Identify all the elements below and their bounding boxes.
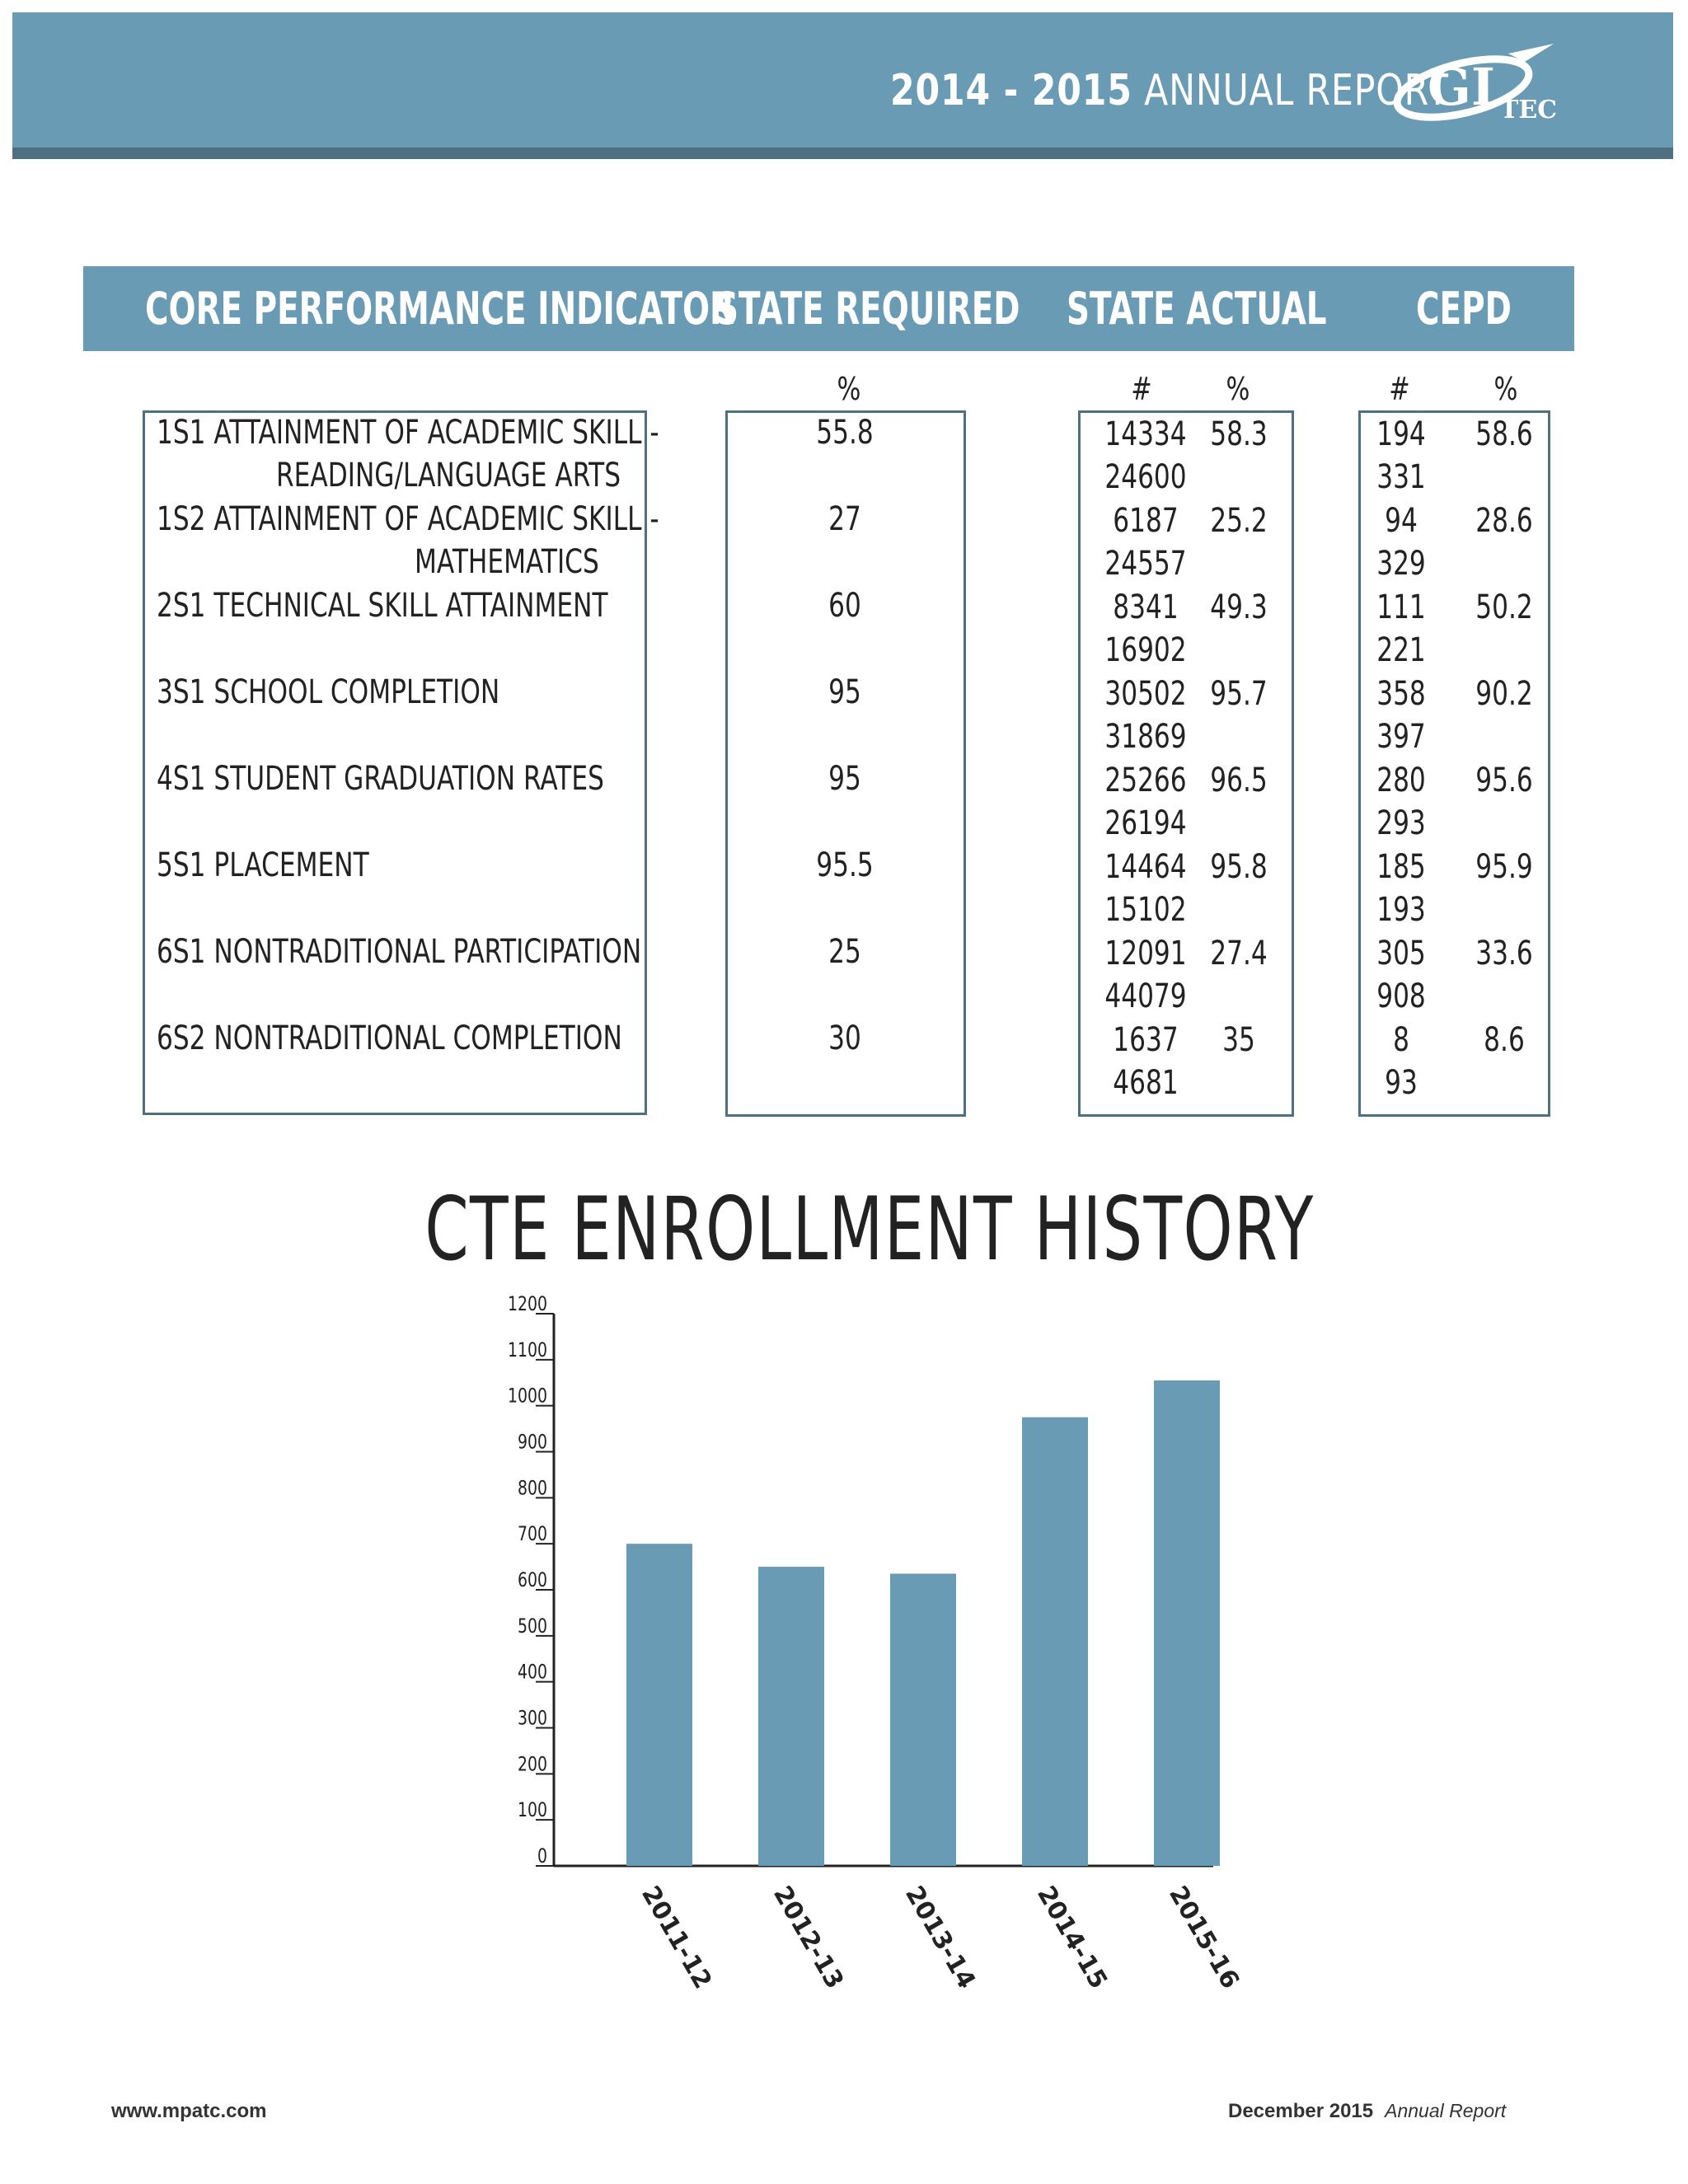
x-category-label: 2014-15: [1031, 1881, 1114, 1994]
x-category-label: 2013-14: [899, 1881, 982, 1994]
bar-2011-12: [626, 1544, 692, 1866]
cepd-den: 908: [1376, 977, 1426, 1015]
state-required-value: 95: [828, 673, 861, 711]
cepd-pct: 50.2: [1475, 588, 1533, 626]
y-tick-label: 1100: [508, 1338, 547, 1361]
x-category-label: 2015-16: [1163, 1881, 1245, 1994]
state-required-value: 27: [828, 500, 861, 538]
subheader-cepd-pct: %: [1493, 371, 1518, 407]
subheader-required-pct: %: [837, 371, 861, 407]
state-actual-num: 12091: [1104, 935, 1187, 972]
report-title-text: ANNUAL REPORT: [1144, 66, 1449, 115]
footer-report-label: Annual Report: [1385, 2100, 1507, 2121]
subheader-actual-pct: %: [1226, 371, 1250, 407]
header-banner: [12, 12, 1673, 159]
y-tick-label: 900: [518, 1430, 547, 1454]
chart-title: CTE ENROLLMENT HISTORY: [424, 1179, 1315, 1280]
report-year: 2014 - 2015: [890, 66, 1132, 115]
state-actual-pct: 27.4: [1210, 935, 1268, 972]
state-actual-den: 15102: [1104, 891, 1187, 929]
column-header-indicator: CORE PERFORMANCE INDICATOR: [145, 283, 734, 335]
state-actual-num: 14464: [1104, 848, 1187, 886]
table-header-bar: [83, 266, 1574, 351]
cepd-den: 329: [1376, 545, 1426, 583]
column-header-state-required: STATE REQUIRED: [715, 283, 1020, 335]
y-tick-label: 600: [518, 1568, 547, 1591]
bar-2014-15: [1022, 1418, 1088, 1866]
logo-text-main: GI: [1428, 57, 1495, 117]
cepd-pct: 8.6: [1484, 1021, 1525, 1059]
enrollment-bar-chart: [462, 1292, 1245, 2003]
state-actual-den: 24557: [1104, 545, 1187, 583]
cepd-den: 221: [1376, 631, 1426, 669]
y-tick-label: 0: [537, 1844, 547, 1868]
state-actual-pct: 95.8: [1210, 848, 1268, 886]
indicator-label: 4S1 STUDENT GRADUATION RATES: [157, 760, 604, 798]
state-actual-pct: 49.3: [1210, 588, 1268, 626]
y-tick-label: 500: [518, 1614, 547, 1638]
y-tick-label: 1200: [508, 1292, 547, 1315]
state-actual-den: 24600: [1104, 458, 1187, 496]
indicator-label: 2S1 TECHNICAL SKILL ATTAINMENT: [157, 587, 608, 625]
state-actual-pct: 25.2: [1210, 502, 1268, 540]
column-header-state-actual: STATE ACTUAL: [1067, 283, 1327, 335]
state-required-value: 30: [828, 1019, 861, 1057]
state-actual-pct: 35: [1222, 1021, 1255, 1059]
x-category-label: 2012-13: [767, 1881, 850, 1994]
cepd-num: 111: [1376, 588, 1426, 626]
y-tick-label: 1000: [508, 1384, 547, 1408]
cepd-num: 280: [1376, 762, 1426, 799]
cepd-num: 185: [1376, 848, 1426, 886]
y-tick-label: 400: [518, 1660, 547, 1684]
cepd-pct: 28.6: [1475, 502, 1533, 540]
bar-2013-14: [890, 1573, 956, 1866]
cepd-pct: 95.9: [1475, 848, 1533, 886]
column-header-cepd: CEPD: [1416, 283, 1512, 335]
state-actual-num: 8341: [1113, 588, 1179, 626]
state-actual-num: 6187: [1113, 502, 1179, 540]
state-actual-num: 25266: [1104, 762, 1187, 799]
cepd-num: 358: [1376, 675, 1426, 713]
report-title: [890, 62, 1449, 120]
footer-website: www.mpatc.com: [111, 2100, 267, 2122]
state-required-value: 60: [828, 587, 861, 625]
gi-tec-logo: [1385, 37, 1582, 136]
cepd-pct: 58.6: [1475, 415, 1533, 453]
state-actual-pct: 95.7: [1210, 675, 1268, 713]
indicator-label-cont: MATHEMATICS: [415, 543, 599, 581]
state-actual-num: 1637: [1113, 1021, 1179, 1059]
state-actual-num: 30502: [1104, 675, 1187, 713]
y-tick-label: 100: [518, 1798, 547, 1822]
state-actual-den: 31869: [1104, 718, 1187, 756]
logo-text-sub: TEC: [1500, 96, 1558, 124]
state-actual-den: 26194: [1104, 804, 1187, 842]
state-required-value: 55.8: [816, 414, 874, 452]
state-actual-pct: 96.5: [1210, 762, 1268, 799]
cepd-num: 8: [1393, 1021, 1409, 1059]
state-actual-den: 16902: [1104, 631, 1187, 669]
indicator-label-cont: READING/LANGUAGE ARTS: [276, 457, 621, 494]
state-required-value: 25: [828, 933, 861, 971]
state-actual-pct: 58.3: [1210, 415, 1268, 453]
state-required-value: 95.5: [816, 846, 874, 884]
indicator-label: 6S2 NONTRADITIONAL COMPLETION: [157, 1019, 622, 1057]
indicator-label: 6S1 NONTRADITIONAL PARTICIPATION: [157, 933, 642, 971]
cepd-den: 397: [1376, 718, 1426, 756]
cepd-den: 293: [1376, 804, 1426, 842]
indicator-label: 1S1 ATTAINMENT OF ACADEMIC SKILL -: [157, 414, 659, 452]
cepd-den: 93: [1385, 1064, 1418, 1102]
indicator-label: 5S1 PLACEMENT: [157, 846, 369, 884]
y-tick-label: 300: [518, 1706, 547, 1730]
y-tick-label: 700: [518, 1522, 547, 1546]
cepd-pct: 95.6: [1475, 762, 1533, 799]
state-actual-den: 4681: [1113, 1064, 1179, 1102]
state-actual-den: 44079: [1104, 977, 1187, 1015]
cepd-num: 194: [1376, 415, 1426, 453]
indicator-label: 3S1 SCHOOL COMPLETION: [157, 673, 500, 711]
state-actual-num: 14334: [1104, 415, 1187, 453]
cepd-pct: 33.6: [1475, 935, 1533, 972]
cepd-den: 331: [1376, 458, 1426, 496]
bar-2012-13: [758, 1567, 824, 1866]
y-tick-label: 800: [518, 1476, 547, 1500]
footer-date-block: [1228, 2100, 1506, 2123]
state-required-value: 95: [828, 760, 861, 798]
indicator-label: 1S2 ATTAINMENT OF ACADEMIC SKILL -: [157, 500, 659, 538]
cepd-num: 94: [1385, 502, 1418, 540]
y-tick-label: 200: [518, 1752, 547, 1776]
cepd-den: 193: [1376, 891, 1426, 929]
subheader-actual-num: #: [1131, 371, 1152, 407]
footer-date: December 2015: [1228, 2100, 1374, 2122]
bar-2015-16: [1154, 1380, 1220, 1866]
cepd-num: 305: [1376, 935, 1426, 972]
x-category-label: 2011-12: [635, 1881, 718, 1994]
cepd-pct: 90.2: [1475, 675, 1533, 713]
subheader-cepd-num: #: [1389, 371, 1410, 407]
